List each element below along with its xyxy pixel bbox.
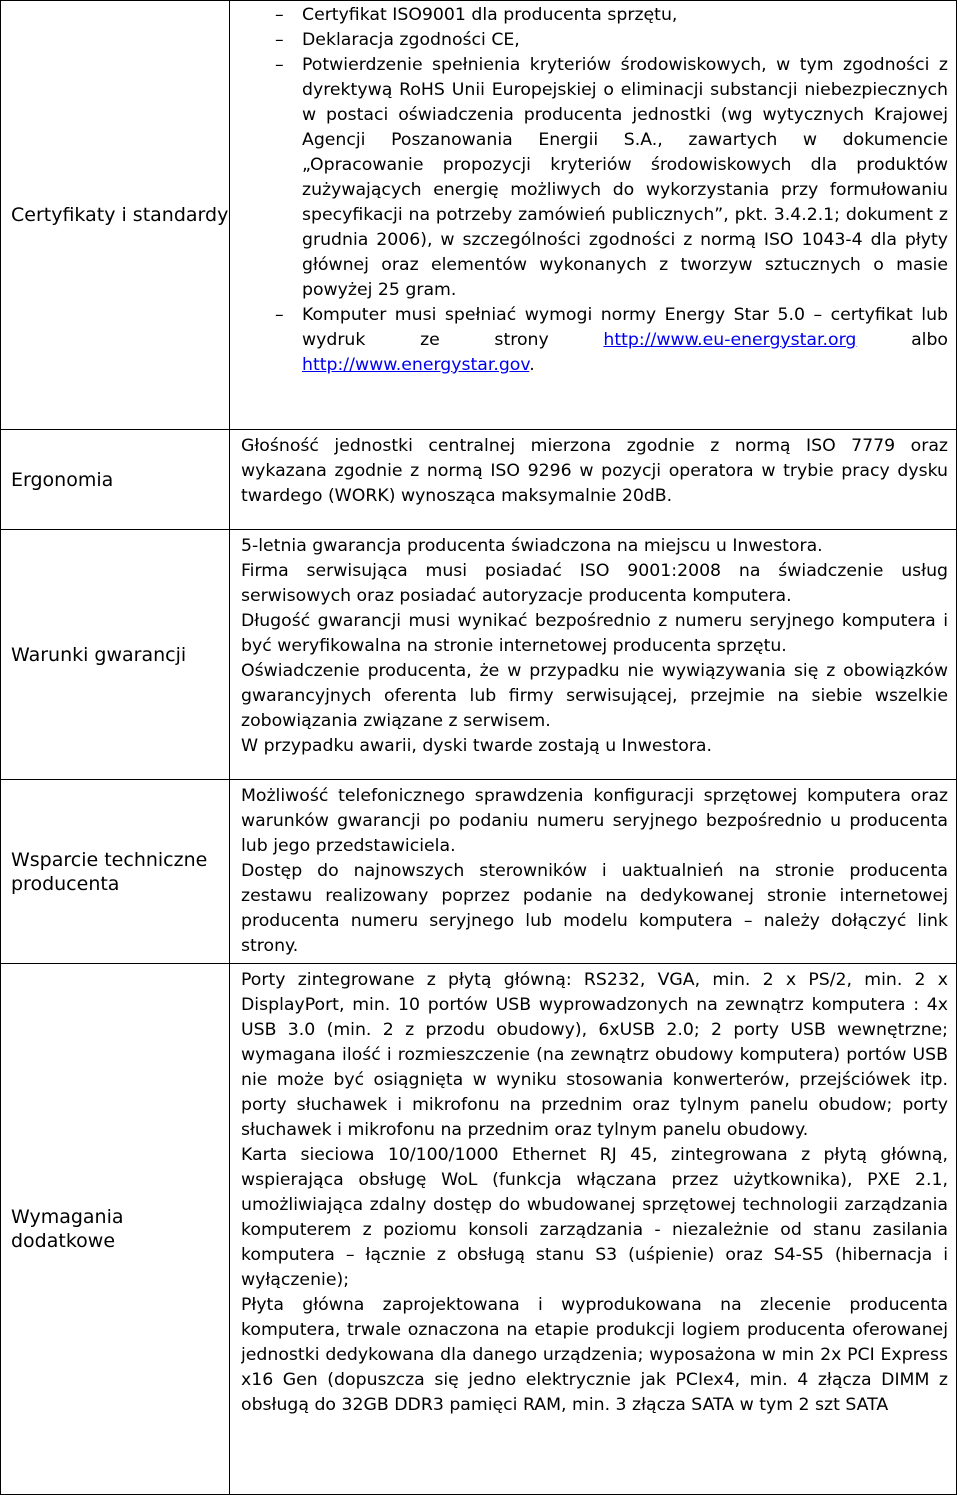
energystar-link[interactable]: http://www.energystar.gov <box>302 355 530 375</box>
dash-bullet-icon: – <box>275 55 284 75</box>
certificate-list <box>241 3 948 378</box>
table-row <box>1 964 957 1495</box>
row-label-ergonomia: Ergonomia <box>1 430 230 530</box>
row-label-wsparcie: Wsparcie techniczne producenta <box>1 780 230 964</box>
row-label-wymagania: Wymagania dodatkowe <box>1 964 230 1495</box>
warranty-paragraph: Firma serwisująca musi posiadać ISO 9001:2008 na świadczenie usług serwisowych oraz posiadać autoryzacje producenta komputera. <box>241 561 948 606</box>
row-content-gwarancja <box>230 530 957 780</box>
requirement-paragraph: Karta sieciowa 10/100/1000 Ethernet RJ 45, zintegrowana z płytą główną, wspierająca obsługę WoL (funkcja włączana przez użytkownika), PXE 2.1, umożliwiająca zdalny dostęp do wbudowanej sprzętowej technologii zarządzania komputerem z poziomu konsoli zarządzania - niezależnie od stanu zasilania komputera – łącznie z obsługą stanu S3 (uśpienie) oraz S4-S5 (hibernacja i wyłączenie); <box>241 1145 948 1290</box>
requirement-paragraph: Płyta główna zaprojektowana i wyprodukowana na zlecenie producenta komputera, trwale oznaczona na etapie produkcji logiem producenta oferowanej jednostki dedykowana dla danego urządzenia; wyposażona w min 2x PCI Express x16 Gen (dopuszcza się jedno elektrycznie jak PCIex4, min. 4 złącza DIMM z obsługą do 32GB DDR3 pamięci RAM, min. 3 złącza SATA w tym 2 szt SATA <box>241 1295 948 1415</box>
row-content-certyfikaty <box>230 1 957 430</box>
row-content-ergonomia <box>230 430 957 530</box>
row-label-gwarancja: Warunki gwarancji <box>1 530 230 780</box>
list-item: – Certyfikat ISO9001 dla producenta sprzętu, <box>241 3 948 28</box>
noise-requirement: Głośność jednostki centralnej mierzona zgodnie z normą ISO 7779 oraz wykazana zgodnie z normą ISO 9296 w pozycji operatora w trybie pracy dysku twardego (WORK) wynosząca maksymalnie 20dB. <box>241 436 948 506</box>
list-item: – Potwierdzenie spełnienia kryteriów środowiskowych, w tym zgodności z dyrektywą RoHS Unii Europejskiej o eliminacji substancji niebezpiecznych w postaci oświadczenia producenta jednostki (wg wytycznych Krajowej Agencji Poszanowania Energii S.A., zawartych w dokumencie „Opracowanie propozycji kryteriów środowiskowych dla produktów zużywających energię możliwych do wykorzystania przy formułowaniu specyfikacji na potrzeby zamówień publicznych”, pkt. 3.4.2.1; dokument z grudnia 2006), w szczególności zgodności z normą ISO 1043-4 dla płyty głównej oraz elementów wykonanych z tworzyw sztucznych o masie powyżej 25 gram. <box>275 55 948 300</box>
support-paragraph: Dostęp do najnowszych sterowników i uaktualnień na stronie producenta zestawu realizowany poprzez podanie na dedykowanej stronie internetowej producenta numeru seryjnego lub modelu komputera – należy dołączyć link strony. <box>241 861 948 956</box>
dash-bullet-icon: – <box>275 305 284 325</box>
warranty-paragraph: Oświadczenie producenta, że w przypadku nie wywiązywania się z obowiązków gwarancyjnych oferenta lub firmy serwisującej, przejmie na siebie wszelkie zobowiązania związane z serwisem. <box>241 661 948 731</box>
table-row <box>1 430 957 530</box>
additional-requirements <box>241 968 948 1418</box>
warranty-paragraph: 5-letnia gwarancja producenta świadczona na miejscu u Inwestora. <box>241 536 823 556</box>
row-label-certyfikaty: Certyfikaty i standardy <box>1 1 230 430</box>
table-row <box>1 1 957 430</box>
dash-bullet-icon: – <box>275 5 284 25</box>
warranty-paragraph: W przypadku awarii, dyski twarde zostają u Inwestora. <box>241 736 713 756</box>
row-content-wsparcie <box>230 780 957 964</box>
row-content-wymagania <box>230 964 957 1495</box>
eu-energystar-link[interactable]: http://www.eu-energystar.org <box>603 330 857 350</box>
support-paragraph: Możliwość telefonicznego sprawdzenia konfiguracji sprzętowej komputera oraz warunków gwarancji po podaniu numeru seryjnego bezpośrednio u producenta lub jego przedstawiciela. <box>241 786 948 856</box>
requirement-paragraph: Porty zintegrowane z płytą główną: RS232, VGA, min. 2 x PS/2, min. 2 x DisplayPort, min. 10 portów USB wyprowadzonych na zewnątrz komputera : 4x USB 3.0 (min. 2 z przodu obudowy), 6xUSB 2.0; 2 porty USB wewnętrzne; wymagana ilość i rozmieszczenie (na zewnątrz obudowy komputera) portów USB nie może być osiągnięta w wyniku stosowania konwerterów, przejściówek itp. porty słuchawek i mikrofonu na przednim oraz tylnym panelu obudow; porty słuchawek i mikrofonu na przednim oraz tylnym panelu obudowy. <box>241 970 948 1140</box>
warranty-paragraph: Długość gwarancji musi wynikać bezpośrednio z numeru seryjnego komputera i być weryfikowalna na stronie internetowej producenta sprzętu. <box>241 611 948 656</box>
dash-bullet-icon: – <box>275 30 284 50</box>
list-item: – Deklaracja zgodności CE, <box>241 28 948 53</box>
list-item: – Komputer musi spełniać wymogi normy Energy Star 5.0 – certyfikat lub wydruk ze strony http://www.eu-energystar.org albo http://www.energystar.gov. <box>275 305 948 375</box>
table-row <box>1 780 957 964</box>
table-row <box>1 530 957 780</box>
